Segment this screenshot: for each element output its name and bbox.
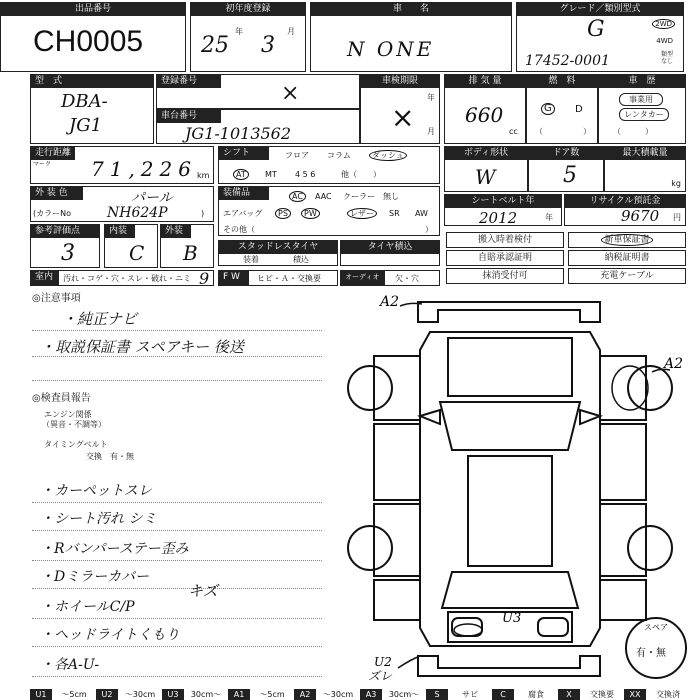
cancellation-acceptable-button[interactable]: 抹消受付可	[446, 268, 564, 284]
drive-4wd: 4WD	[656, 37, 673, 45]
roof-outline	[468, 456, 552, 566]
shift-dash: ダッシュ	[369, 150, 407, 161]
car-diagram	[330, 290, 690, 688]
legend-value: ～5cm	[52, 689, 96, 700]
equipment-box	[218, 186, 440, 236]
notes-rule-3	[32, 380, 322, 381]
inspector-rule	[32, 618, 322, 619]
color-value: パール	[131, 190, 173, 206]
color-code-label: (カラーNo	[33, 209, 71, 218]
type-value-2: JG1	[69, 115, 103, 136]
notes-label: ◎注意事項	[32, 293, 81, 304]
legend-value: ～30cm	[118, 689, 162, 700]
new-car-warranty-label: 新車保証書	[601, 234, 652, 246]
history-label: 車 歴	[599, 75, 685, 88]
legend-key: A2	[294, 689, 316, 700]
new-car-warranty-button[interactable]	[568, 232, 686, 248]
inspector-timing-label: タイミングベルト	[44, 440, 108, 449]
right-mirror	[580, 410, 600, 424]
wheel-front-right	[628, 366, 672, 410]
grade-label: グレード／類別型式	[517, 3, 683, 16]
fw-label: F W	[219, 271, 249, 285]
inspector-rule	[32, 560, 322, 561]
windshield-outline	[440, 402, 580, 450]
front-bumper-outline	[418, 302, 600, 322]
u2-pointer	[398, 656, 420, 668]
color-label: 外 装 色	[31, 187, 83, 200]
left-rear-fender	[374, 580, 420, 620]
first-registration-label: 初年度登録	[191, 3, 305, 16]
legend-value: 交換要	[580, 689, 624, 700]
audio-label: オーディオ	[341, 271, 385, 285]
type-value-1: DBA-	[61, 91, 108, 112]
year-unit: 年	[235, 27, 243, 36]
displacement-unit: cc	[509, 127, 518, 136]
right-front-door	[600, 424, 646, 500]
shift-box	[218, 146, 440, 184]
registration-year: 25	[201, 33, 229, 58]
right-rear-fender	[600, 580, 646, 620]
inspection-expiry-value: ×	[391, 101, 415, 134]
model-box	[310, 2, 512, 72]
registration-number-label: 登録番号	[157, 75, 221, 88]
type-box	[30, 74, 154, 144]
fuel-gasoline: G	[541, 103, 555, 115]
capacity-label: 最大積載量	[605, 147, 685, 160]
inspection-expiry-box	[360, 74, 440, 144]
charging-cable-button[interactable]: 充電ケーブル	[568, 268, 686, 284]
registration-month: 3	[261, 33, 275, 58]
legend-key: U3	[162, 689, 184, 700]
legend-key: U1	[30, 689, 52, 700]
lot-number-box	[0, 2, 186, 72]
studless-mounted: 装着	[243, 255, 259, 264]
tax-certificate-button[interactable]: 納税証明書	[568, 250, 686, 266]
u3-label: U3	[502, 611, 522, 626]
capacity-unit: kg	[671, 179, 681, 188]
studless-loaded: 積込	[293, 255, 309, 264]
equipment-ps: PS	[275, 208, 291, 219]
body-type-label: ボディ形状	[445, 147, 527, 160]
mileage-label: 走行距離	[31, 147, 75, 160]
interior-score-value: C	[129, 241, 145, 265]
audio-box	[340, 270, 440, 286]
rear-window-outline	[442, 572, 578, 608]
wheel-rear-left	[348, 526, 392, 570]
interior-condition-items: 汚れ・コゲ・穴・スレ・破れ・ニミ	[63, 274, 191, 283]
recycle-box	[564, 194, 686, 226]
notes-rule-2	[32, 356, 322, 357]
inspector-item: ・Dミラーカバー	[40, 569, 149, 585]
recycle-value: 9670	[621, 207, 660, 225]
legend-key: S	[426, 689, 448, 700]
notes-line-2: ・取説保証書 スペアキー 後送	[40, 338, 244, 356]
equipment-sr: SR	[389, 209, 400, 218]
left-front-fender	[374, 356, 420, 420]
doors-value: 5	[563, 163, 577, 188]
shift-at: AT	[233, 169, 249, 180]
seatbelt-label: シートベルト年	[445, 195, 561, 208]
inspector-engine-sub: （異音・不調等）	[42, 420, 106, 429]
rear-bumper-outline	[418, 656, 600, 676]
legend-key: U2	[96, 689, 118, 700]
a2-front-label: A2	[380, 294, 400, 310]
left-rear-door	[374, 504, 420, 576]
seatbelt-unit: 年	[545, 213, 553, 222]
fw-items: ヒビ・Ａ・交換要	[257, 274, 321, 283]
registration-number-box	[156, 74, 360, 109]
model-name: N ONE	[347, 37, 435, 61]
wheel-front-left	[348, 366, 392, 410]
exterior-score-label: 外装	[161, 225, 191, 238]
spare-value: 有・無	[636, 648, 666, 659]
color-code-close: )	[201, 209, 205, 218]
legend-key: A1	[228, 689, 250, 700]
inspector-engine-label: エンジン関係	[44, 410, 92, 419]
inspection-expiry-label: 車検期限	[361, 75, 439, 88]
recycle-unit: 円	[673, 213, 681, 222]
left-front-door	[374, 424, 420, 500]
legend-value: ～5cm	[250, 689, 294, 700]
inspector-item: ・カーペットスレ	[40, 483, 152, 499]
lot-number-label: 出品番号	[1, 3, 185, 16]
shift-other: 他（ ）	[341, 170, 381, 179]
u3-mark	[454, 624, 482, 636]
color-box	[30, 186, 214, 222]
compulsory-insurance-button[interactable]: 自賠承認証明	[446, 250, 564, 266]
notes-rule-1	[32, 330, 322, 331]
seatbelt-year: 2012	[479, 209, 518, 227]
right-front-fender	[600, 356, 646, 420]
exterior-score-value: B	[183, 241, 198, 265]
fuel-label: 燃 料	[527, 75, 597, 88]
seatbelt-box	[444, 194, 562, 226]
equipment-pw: PW	[301, 208, 320, 219]
doors-box	[528, 146, 604, 192]
interior-score-box	[104, 224, 158, 268]
equipment-none: 無し	[383, 192, 399, 201]
month-unit: 月	[287, 27, 295, 36]
inspector-timing-swap: 交換 有・無	[86, 452, 134, 461]
interior-score-label: 内装	[105, 225, 135, 238]
doors-label: ドア数	[529, 147, 603, 160]
eval-score-box	[30, 224, 100, 268]
wheel-rear-right	[628, 526, 672, 570]
grade-code: 17452-0001	[525, 53, 610, 69]
tire-box	[340, 240, 440, 266]
equipment-other-label: その他（	[223, 225, 255, 234]
studless-box	[218, 240, 338, 266]
chassis-number-label: 車台番号	[157, 110, 221, 123]
equipment-aw: AW	[415, 209, 428, 218]
right-rear-light-mark	[612, 366, 648, 410]
shift-floor: フロア	[285, 151, 309, 160]
tire-label: タイヤ積込	[341, 241, 439, 254]
equipment-ac: AC	[289, 191, 306, 202]
mileage-box	[30, 146, 214, 184]
zure-label: ズレ	[368, 669, 393, 683]
exterior-score-box	[160, 224, 214, 268]
displacement-value: 660	[465, 103, 504, 127]
inspector-item: ・ヘッドライトくもり	[40, 627, 180, 643]
eval-score-label: 参考評価点	[31, 225, 99, 238]
legend-value: 30cm～	[184, 689, 228, 700]
type-label: 型 式	[31, 75, 153, 88]
spare-label: スペア	[644, 623, 668, 632]
inspector-rule	[32, 502, 322, 503]
history-commercial: 事業用	[619, 93, 663, 106]
shift-gears: 4 5 6	[295, 170, 316, 179]
mileage-mark-label: マーク	[33, 161, 52, 168]
capacity-box	[604, 146, 686, 192]
history-box	[598, 74, 686, 144]
tail-light-right	[538, 618, 568, 636]
displacement-box	[444, 74, 526, 144]
a2-right-label: A2	[664, 356, 684, 372]
inspector-rule	[32, 646, 322, 647]
drive-2wd: 2WD	[652, 19, 675, 29]
hood-outline	[448, 338, 572, 396]
inspector-item: ・各A-U-	[40, 657, 100, 673]
eval-score-value: 3	[61, 241, 75, 266]
fuel-box	[526, 74, 598, 144]
legend-value: 交換済	[646, 689, 690, 700]
shift-column: コラム	[327, 151, 351, 160]
displacement-label: 排 気 量	[445, 75, 525, 88]
fuel-paren-close: ）	[583, 127, 591, 136]
left-mirror	[420, 410, 440, 424]
equipment-cooler: クーラー	[343, 192, 375, 201]
chassis-number-value: JG1-1013562	[185, 124, 292, 143]
equipment-aac: AAC	[315, 192, 332, 201]
inspector-label: ◎検査員報告	[32, 393, 91, 404]
inspector-item: ・シート汚れ シミ	[40, 511, 157, 527]
inspector-rule	[32, 530, 322, 531]
inspector-rule	[32, 588, 322, 589]
fuel-paren-open: （	[535, 127, 543, 136]
history-paren: （ ）	[613, 127, 653, 136]
notes-line-1: ・純正ナビ	[62, 310, 138, 328]
right-rear-door	[600, 504, 646, 576]
inspector-item: ・ホイールC/P	[40, 599, 135, 615]
legend-key: A3	[360, 689, 382, 700]
first-registration-box	[190, 2, 306, 72]
equipment-label: 装備品	[219, 187, 269, 200]
fw-box	[218, 270, 338, 286]
legend-value: 30cm～	[382, 689, 426, 700]
inspector-rule	[32, 676, 322, 677]
mileage-value: 71,226	[91, 157, 197, 181]
body-type-box	[444, 146, 528, 192]
equipment-leather: レザー	[347, 208, 377, 219]
registration-number-value: ×	[281, 81, 300, 106]
recycle-label: リサイクル預託金	[565, 195, 685, 208]
mileage-unit: km	[197, 171, 210, 180]
history-rental: レンタカー	[619, 108, 669, 121]
legend-key: XX	[624, 689, 646, 700]
color-code: NH624P	[107, 205, 168, 221]
shift-mt: MT	[265, 170, 277, 179]
shift-label: シフト	[219, 147, 269, 160]
fuel-diesel: D	[575, 104, 583, 115]
audio-items: 欠・穴	[395, 274, 419, 283]
inspector-item: ・Rバンパーステー歪み	[40, 541, 189, 557]
inspector-scratches: キズ	[188, 582, 218, 600]
lot-number: CH0005	[33, 25, 144, 58]
u2-label: U2	[374, 655, 392, 669]
studless-label: スタッドレスタイヤ	[219, 241, 337, 254]
legend-key: C	[492, 689, 514, 700]
carry-in-inspection-button[interactable]: 搬入時着検付	[446, 232, 564, 248]
equipment-airbag: エアバッグ	[223, 209, 263, 218]
model-label: 車 名	[311, 3, 511, 16]
legend-value: サビ	[448, 689, 492, 700]
chassis-number-box	[156, 109, 360, 144]
interior-condition-label: 室内	[31, 271, 59, 285]
interior-condition-box	[30, 270, 214, 286]
body-type-value: W	[475, 165, 496, 189]
interior-condition-extra: 9	[199, 269, 210, 288]
equipment-other-close: ）	[425, 225, 433, 234]
grade-box	[516, 2, 684, 72]
legend-value: ～30cm	[316, 689, 360, 700]
katashiki-none-label: 類型 なし	[660, 51, 673, 65]
legend-value: 腐食	[514, 689, 558, 700]
inspection-month-unit: 月	[427, 127, 435, 136]
grade-value: G	[587, 17, 605, 42]
legend-key: X	[558, 689, 580, 700]
inspection-year-unit: 年	[427, 93, 435, 102]
